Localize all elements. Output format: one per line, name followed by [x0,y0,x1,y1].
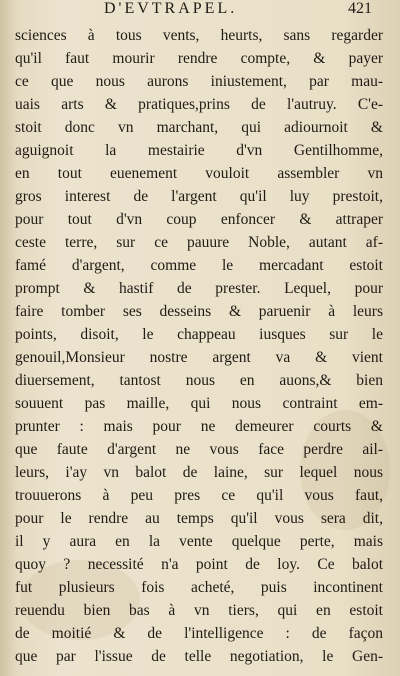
text-line: gros interest de l'argent qu'il luy prestoit, [15,188,383,205]
text-line: points, disoit, le chappeau iusques sur le [15,326,383,343]
text-line: pour le rendre au temps qu'il vous sera dit, [15,510,383,527]
text-line: pour tout d'vn coup enfoncer & attraper [15,211,383,228]
text-line: genouil,Monsieur nostre argent va & vient [15,349,383,366]
body-text [15,24,383,668]
text-line: faire tomber ses desseins & paruenir à leurs [15,303,383,320]
text-line: sciences à tous vents, heurts, sans regarder [15,27,383,44]
text-line: leurs, i'ay vn balot de laine, sur lequel nous [15,464,383,481]
text-line: diuersement, tantost nous en auons,& bien [15,372,383,389]
text-line: trouuerons à peu pres ce qu'il vous faut, [15,487,383,504]
text-line: quoy ? necessité n'a point de loy. Ce balot [15,556,383,573]
running-head: D'EVTRAPEL. [104,0,238,17]
page-header [0,0,400,22]
text-line: fut plusieurs fois acheté, puis incontinent [15,579,383,596]
text-line: aguignoit la mestairie d'vn Gentilhomme, [15,142,383,159]
text-line: famé d'argent, comme le mercadant estoit [15,257,383,274]
text-line: que par l'issue de telle negotiation, le Gen- [15,648,383,665]
text-line: reuendu bien bas à vn tiers, qui en estoit [15,602,383,619]
text-line: en tout euenement vouloit assembler vn [15,165,383,182]
page-number: 421 [348,0,372,17]
text-line: stoit donc vn marchant, qui adiournoit & [15,119,383,136]
text-line: que faute d'argent ne vous face perdre ail- [15,441,383,458]
text-line: qu'il faut mourir rendre compte, & payer [15,50,383,67]
text-line: de moitié & de l'intelligence : de façon [15,625,383,642]
text-line: prompt & hastif de prester. Lequel, pour [15,280,383,297]
text-line: ceste terre, sur ce pauure Noble, autant af- [15,234,383,251]
text-line: uais arts & pratiques,prins de l'autruy. C'e- [15,96,383,113]
text-line: il y aura en la vente quelque perte, mais [15,533,383,550]
text-line: ce que nous aurons iniustement, par mau- [15,73,383,90]
text-line: prunter : mais pour ne demeurer courts & [15,418,383,435]
text-line: souuent pas maille, qui nous contraint em- [15,395,383,412]
